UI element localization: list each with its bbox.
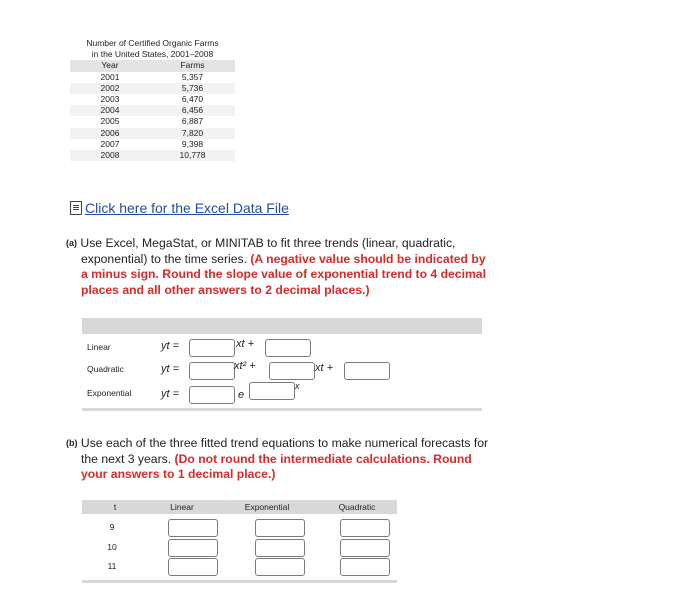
linear-intercept-input[interactable] (265, 339, 311, 357)
panel-footer-bar (82, 408, 482, 411)
year-cell: 2002 (70, 83, 150, 94)
table-caption-line2: in the United States, 2001–2008 (91, 49, 214, 60)
forecast-quadratic-t9-input[interactable] (340, 519, 390, 537)
forecast-linear-t10-input[interactable] (168, 539, 218, 557)
forecast-t-10: 10 (107, 542, 117, 552)
forecast-linear-t11-input[interactable] (168, 558, 218, 576)
farms-cell: 5,736 (150, 83, 235, 94)
panel-header-bar (82, 318, 482, 334)
year-cell: 2008 (70, 150, 150, 161)
linear-label: Linear (87, 342, 111, 352)
part-a-line1: Use Excel, MegaStat, or MINITAB to fit three trends (linear, quadratic, (80, 236, 456, 250)
part-a-label: (a) (66, 238, 77, 248)
column-header-farms: Farms (150, 60, 235, 71)
forecast-quadratic-t10-input[interactable] (340, 539, 390, 557)
forecast-footer-bar (82, 580, 397, 583)
exponential-label: Exponential (87, 388, 132, 398)
part-a-red-line2: (A negative value should be indicated by (250, 251, 486, 266)
part-b-label: (b) (66, 438, 78, 448)
forecast-t-11: 11 (107, 561, 117, 571)
exponential-coefficient-input[interactable] (189, 386, 235, 404)
part-b-instructions (66, 436, 526, 483)
quadratic-label: Quadratic (87, 364, 124, 374)
document-icon (70, 201, 82, 215)
year-cell: 2006 (70, 128, 150, 139)
year-cell: 2004 (70, 105, 150, 116)
forecast-panel (82, 500, 397, 584)
quadratic-yt: yt = (161, 363, 180, 375)
farms-cell: 7,820 (150, 128, 235, 139)
trend-equations-panel (82, 318, 482, 410)
table-row (70, 128, 235, 139)
forecast-exponential-t10-input[interactable] (255, 539, 305, 557)
quadratic-b-input[interactable] (269, 362, 315, 380)
table-row (70, 83, 235, 94)
linear-slope-input[interactable] (189, 339, 235, 357)
forecast-exponential-t9-input[interactable] (255, 519, 305, 537)
exponential-e-term: e (238, 389, 245, 401)
excel-data-file-link[interactable] (70, 200, 289, 216)
year-cell: 2001 (100, 71, 120, 82)
linear-yt: yt = (161, 340, 180, 352)
farms-cell: 6,470 (181, 94, 204, 105)
farms-cell: 9,398 (181, 138, 204, 149)
forecast-linear-t9-input[interactable] (168, 519, 218, 537)
part-a-red-line4: places and all other answers to 2 decimal places.) (81, 282, 370, 297)
table-row (70, 94, 235, 105)
farms-cell: 6,887 (181, 116, 204, 127)
part-a-red-line3: a minus sign. Round the slope value of exponential trend to 4 decimal (81, 267, 486, 282)
table-caption-line1: Number of Certified Organic Farms (86, 38, 219, 48)
table-row (70, 150, 235, 161)
part-b-red-line3: your answers to 1 decimal place.) (81, 467, 276, 482)
part-a-instructions (66, 236, 526, 298)
forecast-header-exponential: Exponential (244, 502, 290, 512)
part-b-red-line2: (Do not round the intermediate calculations. Round (174, 451, 472, 466)
table-row (70, 105, 235, 116)
organic-farms-table (70, 38, 235, 161)
forecast-exponential-t11-input[interactable] (255, 558, 305, 576)
forecast-t-9: 9 (109, 522, 115, 532)
linear-xt-term: xt + (236, 338, 255, 350)
table-row (70, 72, 235, 83)
forecast-header-linear: Linear (170, 502, 194, 512)
farms-cell: 10,778 (150, 150, 235, 161)
column-header-year: Year (70, 60, 150, 71)
quadratic-xt-term: xt + (315, 362, 334, 374)
part-b-line2: the next 3 years. (81, 451, 172, 466)
table-row (70, 116, 235, 127)
forecast-header-t: t (113, 502, 117, 512)
table-row (70, 139, 235, 150)
forecast-header-quadratic: Quadratic (338, 502, 376, 512)
exponential-rate-input[interactable] (249, 382, 295, 400)
year-cell: 2003 (100, 94, 120, 105)
quadratic-xt2-term: xt² + (234, 360, 256, 372)
quadratic-c-input[interactable] (344, 362, 390, 380)
exponential-yt: yt = (161, 388, 180, 400)
year-cell: 2007 (100, 138, 120, 149)
part-a-line2: exponential) to the time series. (81, 251, 247, 266)
year-cell: 2005 (100, 116, 120, 127)
part-b-line1: Use each of the three fitted trend equations to make numerical forecasts for (80, 436, 489, 450)
farms-cell: 6,456 (150, 105, 235, 116)
forecast-quadratic-t11-input[interactable] (340, 558, 390, 576)
exponential-x-term: x (295, 381, 300, 391)
excel-link-label: Click here for the Excel Data File (85, 200, 289, 216)
quadratic-a-input[interactable] (189, 362, 235, 380)
farms-cell: 5,357 (181, 71, 204, 82)
